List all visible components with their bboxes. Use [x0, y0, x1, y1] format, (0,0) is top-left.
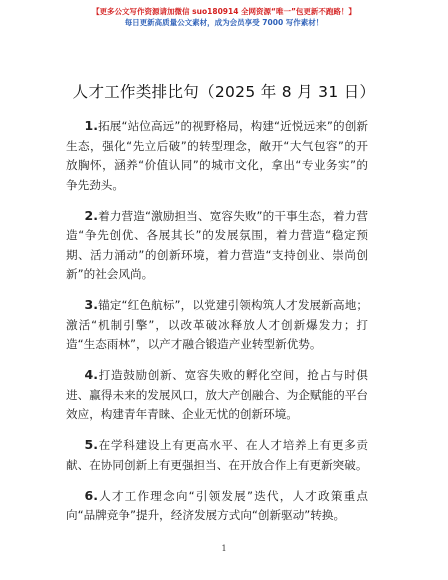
document-body [66, 116, 368, 536]
paragraph-number: 2. [84, 207, 98, 223]
promo-banner-line-1: 【更多公文写作资源请加微信 suo180914 全网资源“唯一”包更新不跑路！】 [92, 7, 356, 16]
paragraph-number: 6. [84, 487, 98, 503]
paragraph-5 [66, 435, 368, 475]
paragraph-4 [66, 365, 368, 425]
paragraph-text: 着力营造“激励担当、宽容失败”的干事生态，着力营造“争先创优、各展其长”的发展氛围，着力营造“稳定预期、活力涌动”的创新环境，着力营造“支持创业、崇尚创新”的社会风尚。 [66, 208, 368, 281]
paragraph-6 [66, 486, 368, 526]
paragraph-number: 1. [84, 118, 98, 133]
paragraph-2 [66, 206, 368, 285]
paragraph-text: 打造鼓励创新、宽容失败的孵化空间，抢占与时俱进、赢得未来的发展风口，放大产创融合、为企赋能的平台效应，构建青年青睐、企业无忧的创新环境。 [66, 368, 368, 421]
paragraph-number: 5. [84, 437, 98, 452]
paragraph-text: 在学科建设上有更高水平、在人才培养上有更多贡献、在协同创新上有更强担当、在开放合作上有更新突破。 [66, 438, 368, 472]
paragraph-text: 锚定“红色航标”，以党建引领构筑人才发展新高地；激活“机制引擎”，以改革破冰释放人才创新爆发力；打造“生态雨林”，以产才融合锻造产业转型新优势。 [66, 298, 368, 351]
paragraph-3 [66, 295, 368, 355]
paragraph-1 [66, 116, 368, 195]
promo-banner-line-2: 每日更新高质量公文素材，成为会员享受 7000 写作素材！ [124, 18, 324, 27]
paragraph-text: 人才工作理念向“引领发展”迭代，人才政策重点向“品牌竞争”提升，经济发展方式向“创新驱动”转换。 [66, 488, 368, 522]
page-number: 1 [221, 544, 227, 553]
paragraph-number: 4. [84, 367, 98, 382]
paragraph-number: 3. [84, 297, 98, 312]
paragraph-text: 拓展“站位高远”的视野格局，构建“近悦远来”的创新生态，强化“先立后破”的转型理念，敞开“大气包容”的开放胸怀，涵养“价值认同”的城市文化，拿出“专业务实”的争先劲头。 [66, 119, 368, 192]
document-title: 人才工作类排比句（2025 年 8 月 31 日） [72, 83, 376, 101]
